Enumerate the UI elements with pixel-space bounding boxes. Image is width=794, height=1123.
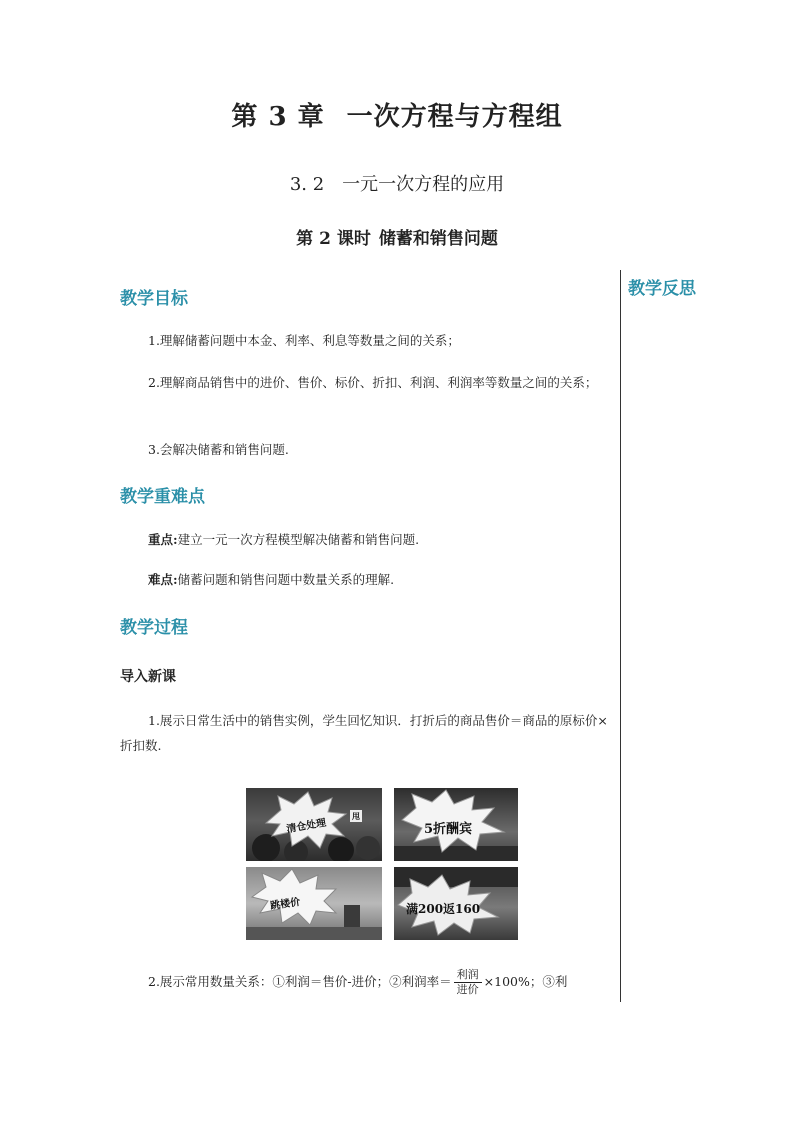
quantity-relations-text-end: ×100%；③利 <box>483 974 568 989</box>
focus-text: 建立一元一次方程模型解决储蓄和销售问题. <box>177 532 420 547</box>
difficulty-label: 难点: <box>148 572 178 587</box>
lesson-heading <box>0 224 794 249</box>
rock-bottom-label: 跳楼价 <box>269 896 301 913</box>
objective-item-1: 1.理解储蓄问题中本金、利率、利息等数量之间的关系； <box>148 333 460 348</box>
difficulty-text: 储蓄问题和销售问题中数量关系的理解. <box>177 572 395 587</box>
photo-rock-bottom <box>246 867 382 940</box>
profit-rate-fraction <box>454 968 482 997</box>
process-heading: 教学过程 <box>120 618 188 638</box>
column-divider <box>620 270 621 1002</box>
reflection-heading: 教学反思 <box>628 279 696 299</box>
sales-photos <box>246 788 518 940</box>
quantity-relations-text: 2.展示常用数量关系：①利润＝售价-进价；②利润率＝ <box>148 974 452 989</box>
objective-item-2: 2.理解商品销售中的进价、售价、标价、折扣、利润、利润率等数量之间的关系； <box>148 375 598 390</box>
section-heading <box>0 170 794 196</box>
intro-paragraph-1: 1.展示日常生活中的销售实例，学生回忆知识．打折后的商品售价＝商品的原标价×折扣数. <box>120 713 608 753</box>
lesson-number: 第 2 课时 <box>296 229 371 249</box>
objective-item-3: 3.会解决储蓄和销售问题. <box>148 442 289 457</box>
photo-rebate <box>394 867 518 940</box>
intro-subheading: 导入新课 <box>120 669 176 685</box>
section-number: 3. 2 <box>289 174 325 195</box>
chapter-title: 一次方程与方程组 <box>346 102 563 132</box>
focus-label: 重点: <box>148 532 178 547</box>
half-price-label: 5折酬宾 <box>424 822 473 837</box>
lesson-title: 储蓄和销售问题 <box>378 229 498 249</box>
clearance-label: 清仓处理 <box>285 817 327 836</box>
fraction-denominator: 进价 <box>456 983 479 996</box>
intro-paragraph-2 <box>120 968 616 997</box>
photo-clearance <box>246 788 382 861</box>
difficulty-paragraph <box>120 567 616 592</box>
fraction-numerator: 利润 <box>454 968 482 983</box>
chapter-number: 第 3 章 <box>231 102 325 132</box>
chapter-heading <box>0 96 794 133</box>
key-points-heading: 教学重难点 <box>120 487 205 507</box>
photo-half-price <box>394 788 518 861</box>
section-title: 一元一次方程的应用 <box>342 174 505 195</box>
rebate-label: 满200返160 <box>406 902 481 916</box>
clearance-small-sign: 甩 <box>352 811 360 821</box>
focus-paragraph <box>120 527 616 552</box>
objectives-heading: 教学目标 <box>120 289 188 309</box>
